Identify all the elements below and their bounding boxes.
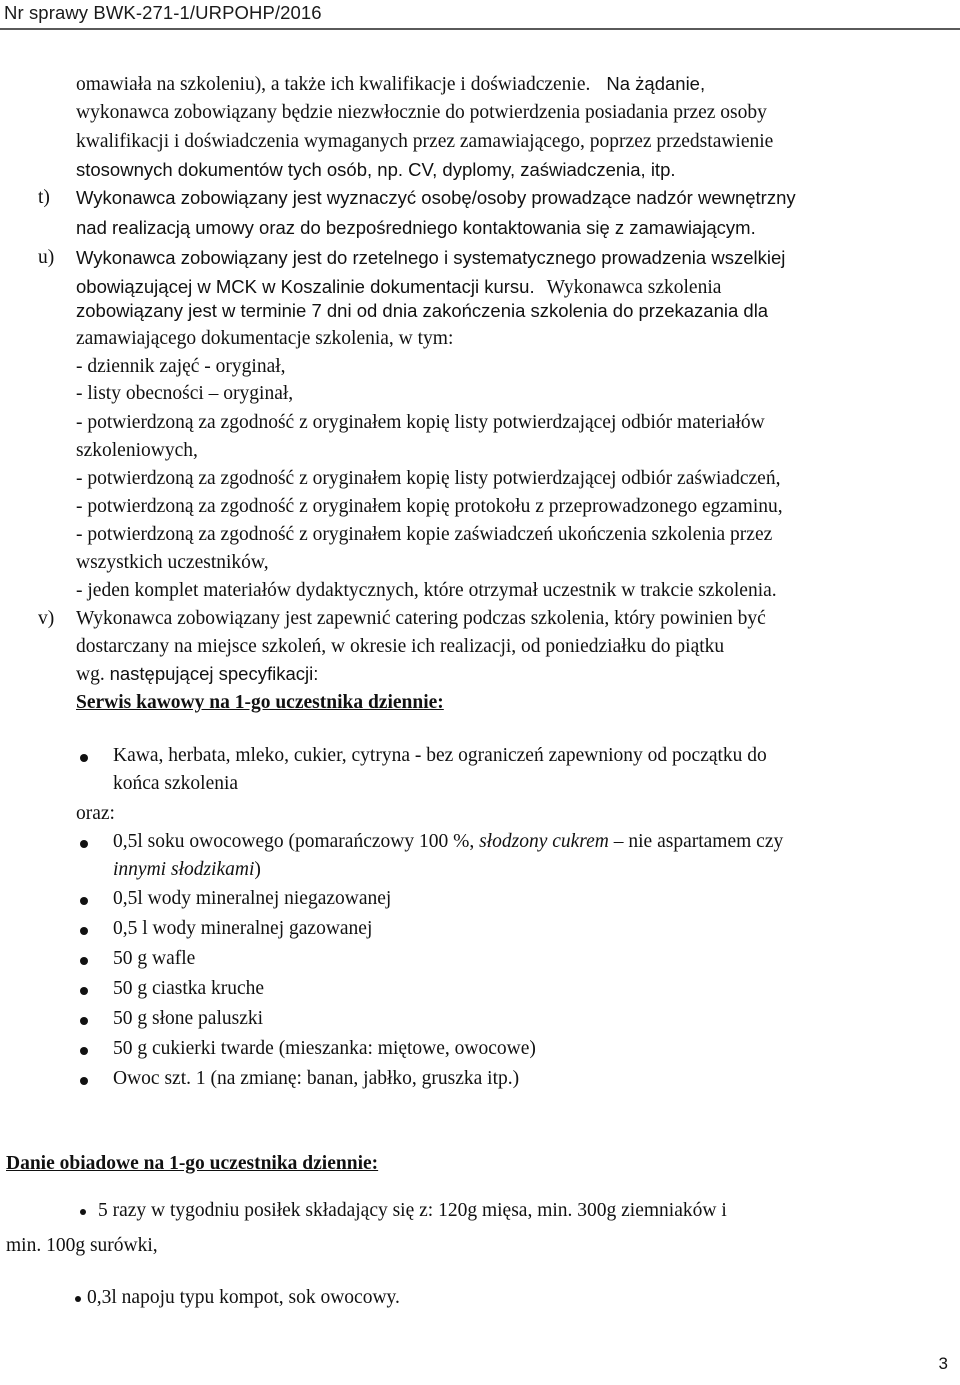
page-number: 3 [938, 1354, 948, 1373]
bullet-icon [80, 927, 88, 935]
lunch-item-1-line-1: 5 razy w tygodniu posiłek składający się z: 120g mięsa, min. 300g ziemniaków i [98, 1200, 727, 1221]
doc-item-6-line-2: wszystkich uczestników, [76, 552, 269, 573]
bullet-icon [80, 957, 88, 965]
item-u-line-3: zobowiązany jest w terminie 7 dni od dnia zakończenia szkolenia do przekazania dla [76, 300, 769, 321]
header-divider [0, 28, 960, 30]
para-s-line-3: kwalifikacji i doświadczenia wymaganych przez zamawiającego, poprzez przedstawienie [76, 131, 774, 152]
para-s-line-4: stosownych dokumentów tych osób, np. CV, dyplomy, zaświadczenia, itp. [76, 159, 676, 180]
item-v-line-3: wg. następującej specyfikacji: [76, 663, 319, 685]
item-v-label: v) [38, 608, 55, 629]
document-header: Nr sprawy BWK-271-1/URPOHP/2016 [4, 2, 322, 23]
item-u-label: u) [38, 247, 55, 268]
doc-item-1: - dziennik zajęć - oryginał, [76, 356, 286, 377]
coffee-item-1-line-2: końca szkolenia [113, 773, 239, 794]
coffee-item-7: 50 g słone paluszki [113, 1008, 264, 1029]
bullet-icon [80, 897, 88, 905]
item-u-line-2: obowiązującej w MCK w Koszalinie dokumentacji kursu. Wykonawca szkolenia [76, 276, 722, 298]
item-u-line-1: Wykonawca zobowiązany jest do rzetelnego i systematycznego prowadzenia wszelkiej [76, 247, 786, 268]
coffee-item-9: Owoc szt. 1 (na zmianę: banan, jabłko, gruszka itp.) [113, 1068, 520, 1089]
coffee-item-6: 50 g ciastka kruche [113, 978, 265, 999]
lunch-heading: Danie obiadowe na 1-go uczestnika dziennie: [6, 1153, 379, 1174]
lunch-item-2: 0,3l napoju typu kompot, sok owocowy. [87, 1287, 400, 1308]
para-s-line-1: omawiała na szkoleniu), a także ich kwalifikacje i doświadczenie. Na żądanie, [76, 73, 706, 95]
item-v-line-2: dostarczany na miejsce szkoleń, w okresie ich realizacji, od poniedziałku do piątku [76, 636, 725, 657]
item-u-line-4: zamawiającego dokumentacje szkolenia, w tym: [76, 328, 454, 349]
item-v-line-1: Wykonawca zobowiązany jest zapewnić catering podczas szkolenia, który powinien być [76, 608, 766, 629]
coffee-item-2-line-2: innymi słodzikami) [113, 859, 261, 880]
bullet-icon [80, 754, 88, 762]
bullet-icon [80, 1077, 88, 1085]
doc-item-5: - potwierdzoną za zgodność z oryginałem kopię protokołu z przeprowadzonego egzaminu, [76, 496, 783, 517]
bullet-icon [80, 1047, 88, 1055]
doc-item-4: - potwierdzoną za zgodność z oryginałem kopię listy potwierdzającej odbiór zaświadczeń, [76, 468, 781, 489]
doc-item-7: - jeden komplet materiałów dydaktycznych, które otrzymał uczestnik w trakcie szkolenia. [76, 580, 777, 601]
coffee-service-heading: Serwis kawowy na 1-go uczestnika dziennie: [76, 692, 444, 713]
doc-item-2: - listy obecności – oryginał, [76, 383, 294, 404]
bullet-icon [75, 1296, 81, 1302]
doc-item-6-line-1: - potwierdzoną za zgodność z oryginałem kopie zaświadczeń ukończenia szkolenia przez [76, 524, 773, 545]
doc-item-3-line-2: szkoleniowych, [76, 440, 198, 461]
para-s-line-2: wykonawca zobowiązany będzie niezwłocznie do potwierdzenia posiadania przez osoby [76, 102, 767, 123]
coffee-item-1-line-1: Kawa, herbata, mleko, cukier, cytryna - bez ograniczeń zapewniony od początku do [113, 745, 767, 766]
coffee-item-5: 50 g wafle [113, 948, 196, 969]
item-t-label: t) [38, 187, 50, 208]
coffee-item-2-line-1: 0,5l soku owocowego (pomarańczowy 100 %, słodzony cukrem – nie aspartamem czy [113, 831, 784, 852]
bullet-icon [80, 840, 88, 848]
item-t-line-2: nad realizacją umowy oraz do bezpośredniego kontaktowania się z zamawiającym. [76, 217, 756, 238]
coffee-item-4: 0,5 l wody mineralnej gazowanej [113, 918, 373, 939]
coffee-item-3: 0,5l wody mineralnej niegazowanej [113, 888, 392, 909]
coffee-oraz-label: oraz: [76, 803, 115, 824]
doc-item-3-line-1: - potwierdzoną za zgodność z oryginałem kopię listy potwierdzającej odbiór materiałów [76, 412, 765, 433]
bullet-icon [80, 987, 88, 995]
item-t-line-1: Wykonawca zobowiązany jest wyznaczyć osobę/osoby prowadzące nadzór wewnętrzny [76, 187, 796, 208]
lunch-item-1-line-2: min. 100g surówki, [6, 1235, 158, 1256]
bullet-icon [80, 1209, 86, 1215]
coffee-item-8: 50 g cukierki twarde (mieszanka: miętowe, owocowe) [113, 1038, 536, 1059]
bullet-icon [80, 1017, 88, 1025]
